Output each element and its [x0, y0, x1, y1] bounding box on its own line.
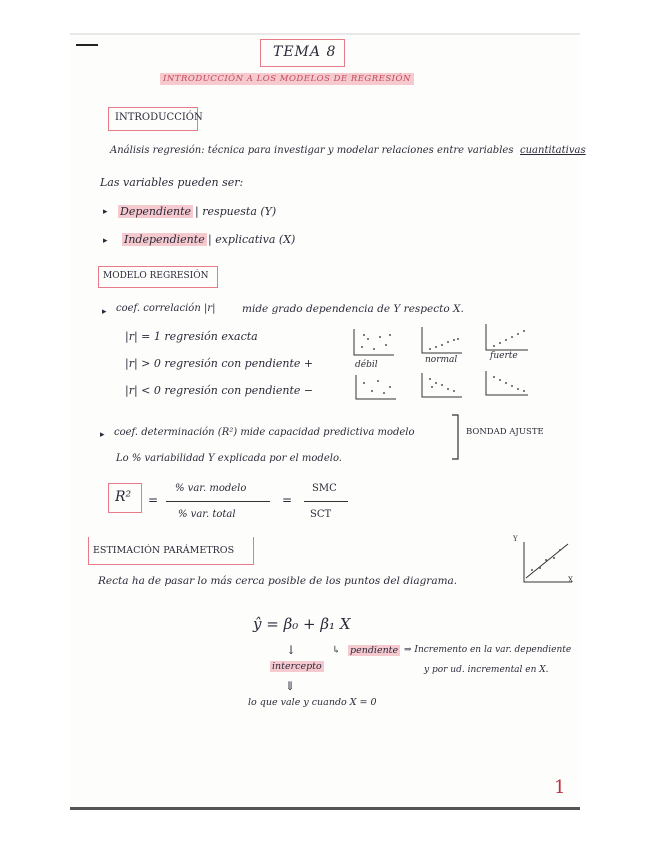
scatter-sketch-neg2 [420, 371, 464, 399]
bondad-bracket [450, 413, 462, 461]
intercepto-label: intercepto [272, 661, 322, 672]
intro-bullet1-marker: ▸ [103, 207, 108, 217]
binder-mark [76, 44, 98, 46]
intro-bullet2-highlight: Independiente [124, 233, 205, 246]
scatter-sketch-debil [352, 327, 396, 357]
modelo-bullet2-line2: Lo % variabilidad Y explicada por el modelo. [116, 453, 342, 464]
pendiente-arrow: ↳ [332, 645, 341, 656]
frac1-den: % var. total [178, 509, 236, 520]
pendiente-text1: ⇒ Incremento en la var. dependiente [404, 645, 572, 655]
formula-eq2: = [282, 493, 293, 507]
modelo-bullet1-marker: ▸ [102, 307, 107, 317]
modelo-r1: |r| = 1 regresión exacta [125, 330, 258, 343]
frac1-line [166, 501, 270, 502]
frac2-num: SMC [312, 483, 337, 494]
scatter-sketch-fuerte [484, 322, 530, 352]
label-normal: normal [425, 355, 458, 365]
intro-heading: INTRODUCCIÓN [115, 112, 203, 123]
intro-line2: Las variables pueden ser: [100, 176, 244, 189]
intro-bullet1-rest: | respuesta (Y) [195, 205, 277, 218]
scatter-sketch-neg3 [484, 369, 530, 397]
frac2-den: SCT [310, 509, 332, 520]
modelo-r2: |r| > 0 regresión con pendiente + [125, 357, 314, 370]
modelo-bullet2: coef. determinación (R²) mide capacidad predictiva modelo [114, 427, 415, 438]
regression-equation: ŷ = β₀ + β₁ X [253, 615, 351, 633]
modelo-heading: MODELO REGRESIÓN [103, 271, 209, 281]
intro-line1-end: cuantitativas [520, 145, 586, 156]
modelo-bullet1-rest: mide grado dependencia de Y respecto X. [242, 303, 464, 315]
estimacion-heading-box [88, 537, 254, 565]
modelo-r3: |r| < 0 regresión con pendiente − [125, 384, 314, 397]
frac1-num: % var. modelo [175, 483, 247, 494]
axis-x-label: X [568, 576, 573, 584]
r2-box [108, 483, 142, 513]
label-fuerte: fuerte [490, 351, 518, 361]
modelo-heading-box [98, 266, 218, 288]
intro-bullet2-rest: | explicativa (X) [208, 233, 296, 246]
page-number: 1 [554, 777, 566, 798]
formula-eq1: = [148, 493, 159, 507]
estimacion-heading: ESTIMACIÓN PARÁMETROS [93, 545, 235, 556]
modelo-bullet2-marker: ▸ [100, 430, 105, 440]
axis-y-label: Y [513, 535, 518, 543]
intro-line1: Análisis regresión: técnica para investigar y modelar relaciones entre variables [110, 145, 514, 156]
intercepto-down-arrow: ↓ [286, 643, 297, 657]
label-debil: débil [355, 360, 378, 370]
page-subtitle: INTRODUCCIÓN A LOS MODELOS DE REGRESIÓN [160, 73, 414, 85]
page-title: TEMA 8 [273, 44, 337, 60]
notebook-page [70, 33, 586, 810]
intercepto-double-arrow: ⇓ [285, 679, 296, 693]
formula-lhs: R² [115, 489, 132, 505]
pendiente-text2: y por ud. incremental en X. [424, 665, 549, 675]
title-box [260, 39, 345, 67]
scatter-sketch-neg1 [354, 373, 398, 401]
pendiente-label: pendiente [350, 645, 399, 656]
intercepto-text: lo que vale y cuando X = 0 [248, 697, 377, 708]
scatter-sketch-normal [420, 325, 464, 355]
intro-heading-box [108, 107, 203, 131]
bondad-ajuste: BONDAD AJUSTE [466, 427, 544, 437]
frac2-line [304, 501, 348, 502]
estimacion-line1: Recta ha de pasar lo más cerca posible de los puntos del diagrama. [98, 575, 458, 587]
modelo-bullet1: coef. correlación |r| [116, 303, 216, 314]
intro-bullet2-marker: ▸ [103, 236, 108, 246]
intro-bullet1-highlight: Dependiente [120, 205, 192, 218]
